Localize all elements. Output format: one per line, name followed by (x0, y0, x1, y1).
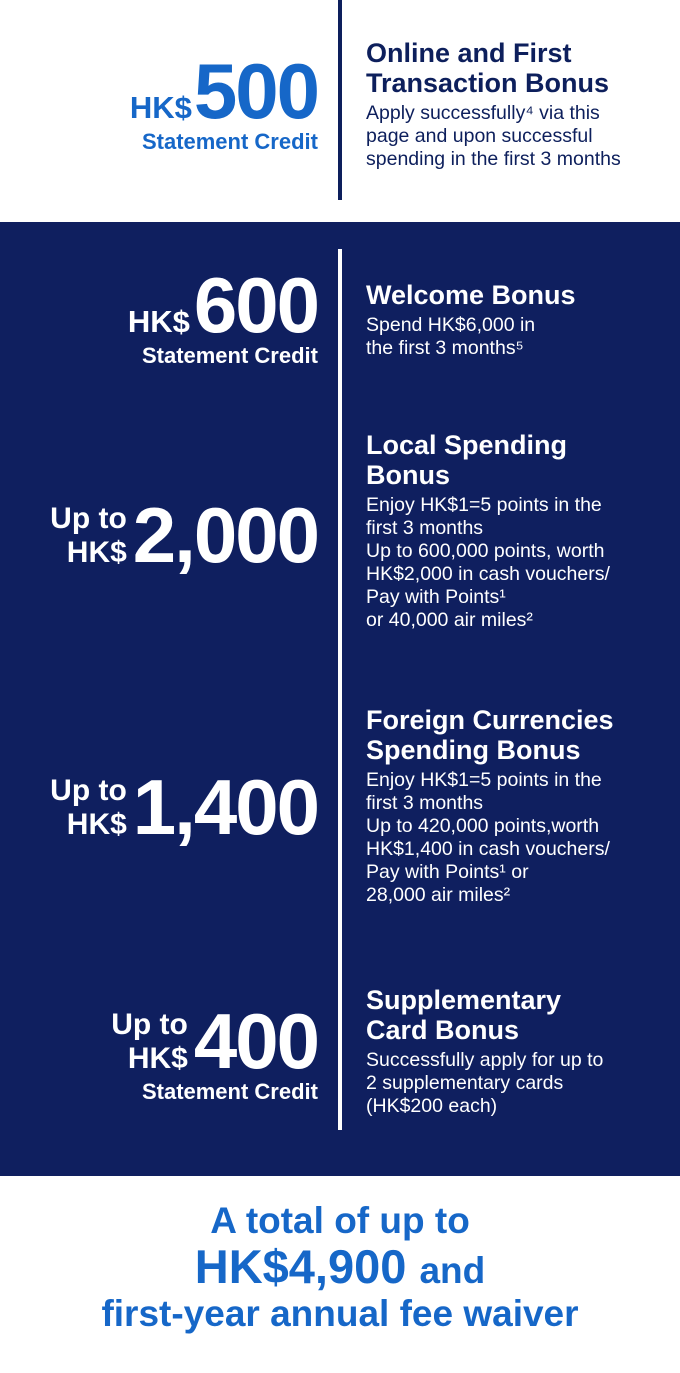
total-summary-line1: A total of up to (210, 1200, 470, 1241)
local-bonus-body-line: Up to 600,000 points, worth (366, 540, 605, 563)
online-bonus-caption: Statement Credit (141, 129, 318, 155)
supplementary-bonus-title (366, 985, 671, 1045)
welcome-bonus-currency: HK$ (127, 304, 190, 340)
online-bonus-currency: HK$ (129, 90, 192, 126)
foreign-bonus-amount (50, 763, 318, 852)
online-bonus-description (366, 38, 671, 171)
local-bonus-prefix-line: Up to (50, 502, 127, 535)
foreign-bonus-body-line: Enjoy HK$1=5 points in the (366, 769, 602, 792)
online-bonus-body-line: page and upon successful (366, 125, 593, 148)
local-bonus-body-line: HK$2,000 in cash vouchers/ (366, 563, 610, 586)
online-bonus-amount (129, 47, 318, 155)
welcome-bonus-description (366, 280, 671, 360)
welcome-bonus-value: 600 (193, 261, 318, 349)
local-bonus-title-line: Bonus (366, 460, 450, 491)
online-bonus-title-line: Transaction Bonus (366, 68, 610, 99)
total-summary-and: and (419, 1250, 486, 1292)
local-bonus-prefix-line: HK$ (66, 535, 127, 569)
local-bonus-prefix (50, 502, 127, 569)
foreign-bonus-title-line: Foreign Currencies (366, 705, 614, 735)
local-bonus-body (366, 494, 671, 632)
foreign-bonus-body-line: Up to 420,000 points,worth (366, 815, 600, 838)
welcome-bonus-body-line: Spend HK$6,000 in (366, 314, 536, 337)
supplementary-bonus-title-line: Card Bonus (366, 1015, 520, 1046)
welcome-bonus-body (366, 314, 671, 360)
supplementary-bonus-prefix-line: Up to (111, 1008, 188, 1041)
supplementary-bonus-body-line: 2 supplementary cards (366, 1072, 564, 1095)
online-bonus-body-line: spending in the first 3 months (366, 148, 621, 171)
online-bonus-value: 500 (193, 47, 318, 135)
local-bonus-body-line: or 40,000 air miles² (366, 609, 533, 632)
foreign-bonus-value: 1,400 (132, 763, 318, 852)
online-bonus-title-line: Online and First (366, 38, 572, 68)
online-bonus-section (0, 0, 680, 222)
local-bonus-title-line: Local Spending (366, 430, 568, 460)
local-bonus-body-line: Enjoy HK$1=5 points in the (366, 494, 602, 517)
supplementary-bonus-caption: Statement Credit (141, 1079, 318, 1105)
supplementary-bonus-body-line: Successfully apply for up to (366, 1049, 604, 1072)
foreign-bonus-body-line: first 3 months (366, 792, 484, 815)
total-summary (0, 1200, 680, 1336)
foreign-bonus-description (366, 705, 671, 907)
welcome-bonus-caption: Statement Credit (141, 343, 318, 369)
total-summary-line3: first-year annual fee waiver (101, 1293, 579, 1335)
foreign-bonus-body-line: HK$1,400 in cash vouchers/ (366, 838, 610, 861)
bonus-list-divider (338, 249, 342, 1130)
supplementary-bonus-amount (111, 997, 318, 1105)
local-bonus-value: 2,000 (132, 491, 318, 580)
welcome-bonus-amount (127, 261, 318, 369)
supplementary-bonus-description (366, 985, 671, 1118)
local-bonus-body-line: first 3 months (366, 517, 484, 540)
supplementary-bonus-body (366, 1049, 671, 1118)
online-bonus-body (366, 102, 671, 171)
total-summary-amount: HK$4,900 (194, 1240, 407, 1294)
supplementary-bonus-prefix (111, 1008, 188, 1075)
local-bonus-body-line: Pay with Points¹ (366, 586, 506, 609)
welcome-bonus-body-line: the first 3 months⁵ (366, 337, 524, 360)
foreign-bonus-body-line: Pay with Points¹ or (366, 861, 529, 884)
foreign-bonus-title-line: Spending Bonus (366, 735, 581, 766)
foreign-bonus-prefix-line: Up to (50, 774, 127, 807)
foreign-bonus-title (366, 705, 671, 765)
foreign-bonus-body (366, 769, 671, 907)
total-summary-line2 (0, 1241, 680, 1293)
online-bonus-body-line: Apply successfully⁴ via this (366, 102, 600, 125)
foreign-bonus-prefix (50, 774, 127, 841)
supplementary-bonus-value: 400 (193, 997, 318, 1086)
online-bonus-title (366, 38, 671, 98)
local-bonus-title (366, 430, 671, 490)
supplementary-bonus-body-line: (HK$200 each) (366, 1095, 498, 1118)
online-bonus-divider (338, 0, 342, 200)
foreign-bonus-prefix-line: HK$ (66, 807, 127, 841)
supplementary-bonus-title-line: Supplementary (366, 985, 562, 1015)
foreign-bonus-body-line: 28,000 air miles² (366, 884, 511, 907)
welcome-bonus-title: Welcome Bonus (366, 280, 576, 310)
local-bonus-amount (50, 491, 318, 580)
supplementary-bonus-prefix-line: HK$ (127, 1041, 188, 1075)
local-bonus-description (366, 430, 671, 632)
bonus-list-section (0, 222, 680, 1176)
